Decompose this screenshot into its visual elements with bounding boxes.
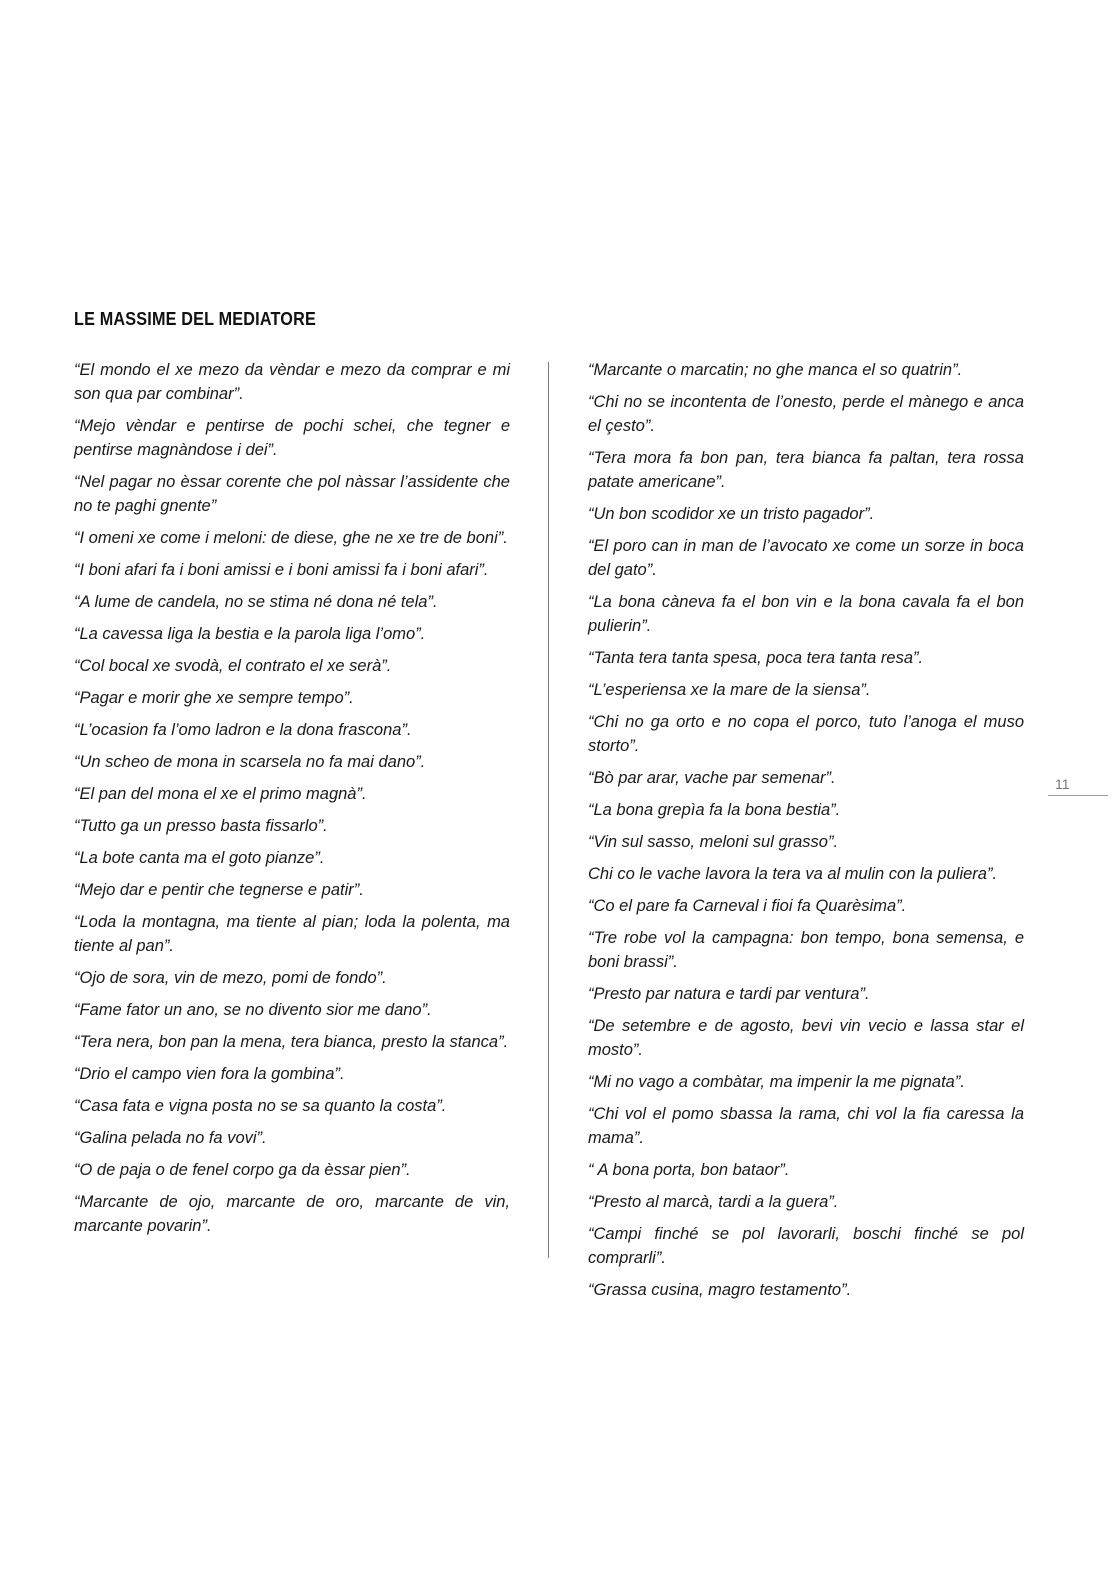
maxim-item: “Un scheo de mona in scarsela no fa mai dano”. bbox=[74, 753, 426, 771]
maxim-item: “La cavessa liga la bestia e la parola liga l’omo”. bbox=[74, 625, 426, 643]
maxim-item: “I omeni xe come i meloni: de diese, ghe ne xe tre de boni”. bbox=[74, 529, 508, 547]
maxim-item: “Mejo dar e pentir che tegnerse e patir”. bbox=[74, 881, 364, 899]
maxim-item: “Co el pare fa Carneval i fioi fa Quarèsima”. bbox=[588, 897, 907, 915]
maxim-item: “L’esperiensa xe la mare de la siensa”. bbox=[588, 681, 871, 699]
maxim-item: “A lume de candela, no se stima né dona né tela”. bbox=[74, 593, 438, 611]
maxim-item: “Chi vol el pomo sbassa la rama, chi vol la fia caressa la mama”. bbox=[588, 1105, 1024, 1147]
maxim-item: “Casa fata e vigna posta no se sa quanto la costa”. bbox=[74, 1097, 447, 1115]
maxim-item: “Presto al marcà, tardi a la guera”. bbox=[588, 1193, 839, 1211]
maxim-item: “Marcante o marcatin; no ghe manca el so quatrin”. bbox=[588, 361, 963, 379]
maxim-item: “Mi no vago a combàtar, ma impenir la me pignata”. bbox=[588, 1073, 965, 1091]
maxim-item: “Tre robe vol la campagna: bon tempo, bona semensa, e boni brassi”. bbox=[588, 929, 1024, 971]
maxim-item: “Drio el campo vien fora la gombina”. bbox=[74, 1065, 345, 1083]
maxim-item: “Fame fator un ano, se no divento sior me dano”. bbox=[74, 1001, 432, 1019]
maxim-item: “Tera nera, bon pan la mena, tera bianca, presto la stanca”. bbox=[74, 1033, 509, 1051]
page-number-rule bbox=[1048, 795, 1108, 796]
right-column bbox=[588, 358, 1024, 1310]
maxim-item: “Campi finché se pol lavorarli, boschi finché se pol comprarli”. bbox=[588, 1225, 1024, 1267]
maxim-item: “El mondo el xe mezo da vèndar e mezo da comprar e mi son qua par combinar”. bbox=[74, 361, 510, 403]
maxim-item: “Tera mora fa bon pan, tera bianca fa paltan, tera rossa patate americane”. bbox=[588, 449, 1024, 491]
maxim-item: “Bò par arar, vache par semenar”. bbox=[588, 769, 836, 787]
maxim-item: “Chi no ga orto e no copa el porco, tuto l’anoga el muso storto”. bbox=[588, 713, 1024, 755]
maxim-item: “Presto par natura e tardi par ventura”. bbox=[588, 985, 870, 1003]
maxim-item: “I boni afari fa i boni amissi e i boni amissi fa i boni afari”. bbox=[74, 561, 489, 579]
maxim-item: “Loda la montagna, ma tiente al pian; loda la polenta, ma tiente al pan”. bbox=[74, 913, 510, 955]
maxim-item: “De setembre e de agosto, bevi vin vecio e lassa star el mosto”. bbox=[588, 1017, 1024, 1059]
maxim-item: “Marcante de ojo, marcante de oro, marcante de vin, marcante povarin”. bbox=[74, 1193, 510, 1235]
page-heading: LE MASSIME DEL MEDIATORE bbox=[74, 309, 316, 329]
maxim-item: “ A bona porta, bon bataor”. bbox=[588, 1161, 790, 1179]
maxim-item: “El poro can in man de l’avocato xe come un sorze in boca del gato”. bbox=[588, 537, 1024, 579]
maxim-item: “Mejo vèndar e pentirse de pochi schei, che tegner e pentirse magnàndose i dei”. bbox=[74, 417, 510, 459]
maxim-item: “Chi no se incontenta de l’onesto, perde el mànego e anca el çesto”. bbox=[588, 393, 1024, 435]
maxim-item: Chi co le vache lavora la tera va al mulin con la puliera”. bbox=[588, 865, 998, 883]
maxim-item: “Grassa cusina, magro testamento”. bbox=[588, 1281, 852, 1299]
maxim-item: “Tutto ga un presso basta fissarlo”. bbox=[74, 817, 328, 835]
maxim-item: “La bona càneva fa el bon vin e la bona cavala fa el bon pulierin”. bbox=[588, 593, 1024, 635]
maxim-item: “Nel pagar no èssar corente che pol nàssar l’assidente che no te paghi gnente” bbox=[74, 473, 510, 515]
maxim-item: “O de paja o de fenel corpo ga da èssar pien”. bbox=[74, 1161, 411, 1179]
maxim-item: “Col bocal xe svodà, el contrato el xe serà”. bbox=[74, 657, 392, 675]
maxim-item: “Pagar e morir ghe xe sempre tempo”. bbox=[74, 689, 354, 707]
maxim-item: “Tanta tera tanta spesa, poca tera tanta resa”. bbox=[588, 649, 924, 667]
left-column bbox=[74, 358, 510, 1246]
maxim-item: “Galina pelada no fa vovi”. bbox=[74, 1129, 267, 1147]
page-number: 11 bbox=[1055, 776, 1070, 792]
column-divider bbox=[548, 362, 549, 1258]
maxim-item: “La bona grepìa fa la bona bestia”. bbox=[588, 801, 841, 819]
maxim-item: “El pan del mona el xe el primo magnà”. bbox=[74, 785, 367, 803]
maxim-item: “Un bon scodidor xe un tristo pagador”. bbox=[588, 505, 875, 523]
maxim-item: “L’ocasion fa l’omo ladron e la dona frascona”. bbox=[74, 721, 412, 739]
maxim-item: “Ojo de sora, vin de mezo, pomi de fondo”. bbox=[74, 969, 387, 987]
maxim-item: “La bote canta ma el goto pianze”. bbox=[74, 849, 325, 867]
maxim-item: “Vin sul sasso, meloni sul grasso”. bbox=[588, 833, 839, 851]
